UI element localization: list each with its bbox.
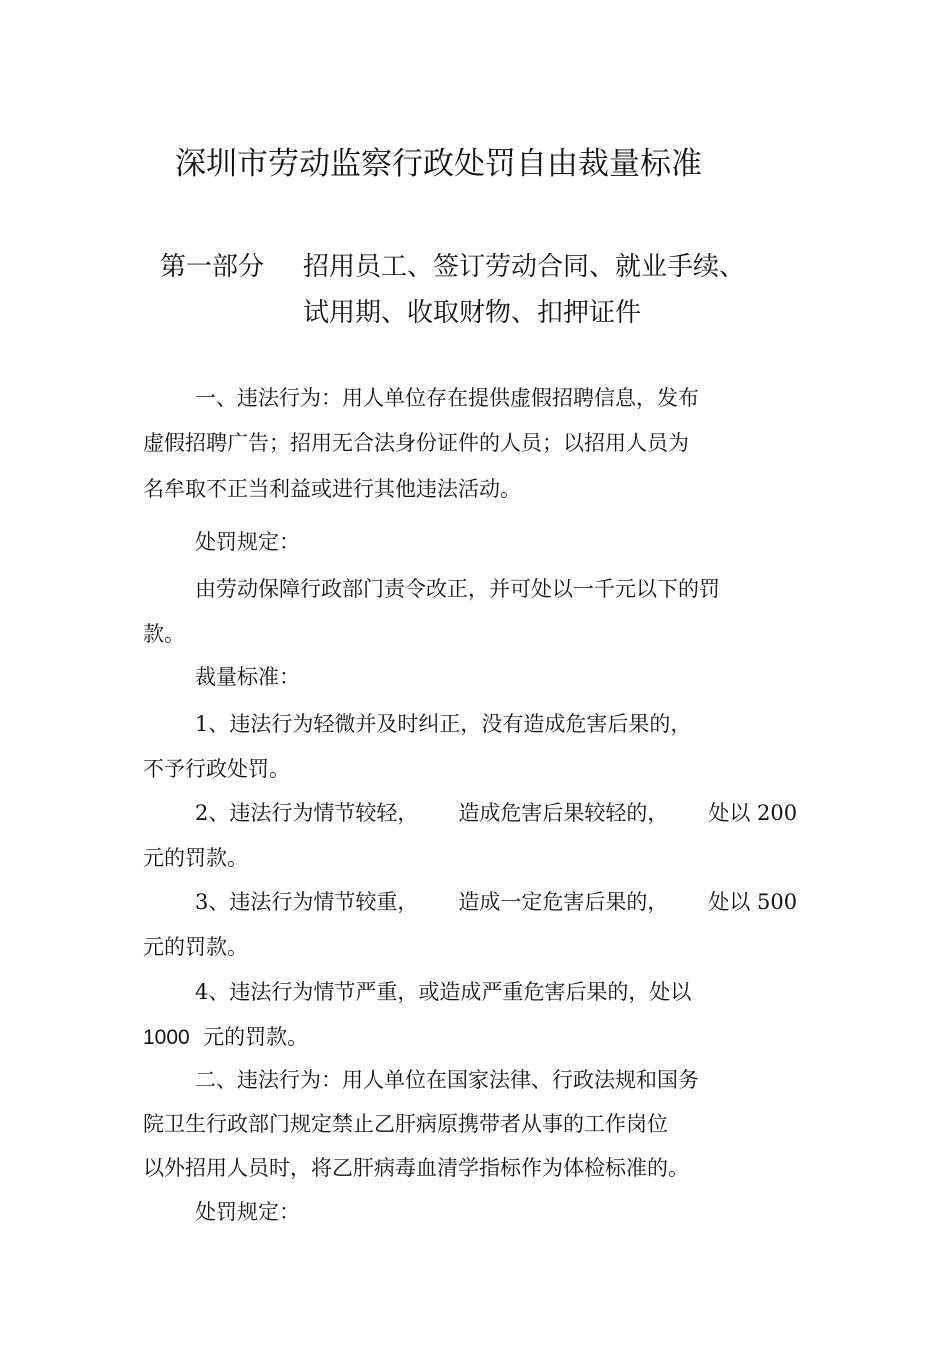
- standard-item2-line1: [195, 799, 797, 827]
- standard-item2-part-c: 处以 200: [708, 801, 798, 825]
- standard-item4-line1: 4、违法行为情节严重，或造成严重危害后果的，处以: [195, 980, 692, 1004]
- standard-item3-part-b: 造成一定危害后果的，: [458, 890, 669, 914]
- part-label: 第一部分: [160, 252, 265, 282]
- part-heading-line2: 试用期、收取财物、扣押证件: [303, 298, 642, 328]
- standard-item4-line2: [143, 1023, 308, 1052]
- standard-item3-part-c: 处以 500: [708, 890, 798, 914]
- standard-item2-part-b: 造成危害后果较轻的，: [458, 801, 669, 825]
- standard-item4-line2-text: 元的罚款。: [203, 1025, 309, 1049]
- standard-item3-line1: [195, 888, 797, 916]
- section1-standard-heading: 裁量标准：: [195, 665, 300, 689]
- section1-offense-line1: 一、违法行为：用人单位存在提供虚假招聘信息，发布: [195, 386, 699, 410]
- section1-offense-line2: 虚假招聘广告；招用无合法身份证件的人员；以招用人员为: [143, 431, 689, 455]
- section2-offense-line1: 二、违法行为：用人单位在国家法律、行政法规和国务: [195, 1068, 699, 1092]
- section2-offense-line3: 以外招用人员时，将乙肝病毒血清学指标作为体检标准的。: [143, 1156, 689, 1180]
- standard-item3-part-a: 3、违法行为情节较重，: [195, 890, 419, 914]
- standard-item1-line2: 不予行政处罚。: [143, 757, 290, 781]
- section1-penalty-line1: 由劳动保障行政部门责令改正，并可处以一千元以下的罚: [195, 577, 720, 601]
- section1-offense-line3: 名牟取不正当利益或进行其他违法活动。: [143, 477, 521, 501]
- document-title: 深圳市劳动监察行政处罚自由裁量标准: [175, 146, 702, 182]
- standard-item4-amount: 1000: [143, 1026, 190, 1049]
- standard-item2-line2: 元的罚款。: [143, 846, 248, 870]
- standard-item1-line1: 1、违法行为轻微并及时纠正，没有造成危害后果的，: [195, 712, 692, 736]
- section1-penalty-heading: 处罚规定：: [195, 530, 300, 554]
- standard-item2-part-a: 2、违法行为情节较轻，: [195, 801, 419, 825]
- part-heading-line1: 招用员工、签订劳动合同、就业手续、: [303, 252, 746, 282]
- section2-penalty-heading: 处罚规定：: [195, 1200, 300, 1224]
- section2-offense-line2: 院卫生行政部门规定禁止乙肝病原携带者从事的工作岗位: [143, 1112, 668, 1136]
- standard-item3-line2: 元的罚款。: [143, 935, 248, 959]
- section1-penalty-line2: 款。: [143, 622, 185, 646]
